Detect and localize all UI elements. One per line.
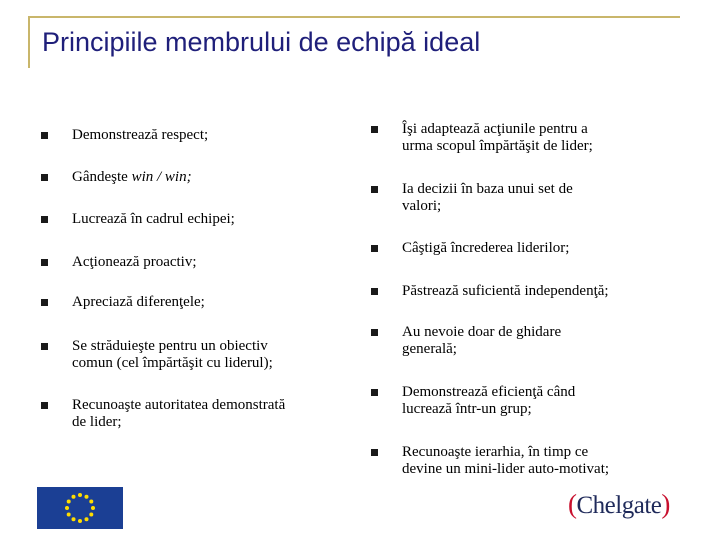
list-item-text: Ia decizii în baza unui set de valori; <box>402 181 573 214</box>
list-item <box>371 324 561 358</box>
list-item-text: Câştigă încrederea liderilor; <box>402 240 570 256</box>
list-item <box>371 121 593 155</box>
list-item <box>41 127 208 144</box>
list-item <box>371 283 609 300</box>
list-item-text: Se străduieşte pentru un obiectiv comun (cel împărtăşit cu liderul); <box>72 338 273 371</box>
list-item <box>41 294 205 311</box>
list-item-text: Acţionează proactiv; <box>72 254 197 270</box>
eu-flag-icon <box>37 487 123 529</box>
list-item <box>41 254 197 271</box>
list-item-text: Recunoaşte ierarhia, în timp ce devine un mini-lider auto-motivat; <box>402 444 610 477</box>
bullet-icon <box>371 288 378 295</box>
bullet-icon <box>41 343 48 350</box>
list-item-text: Apreciază diferenţele; <box>72 294 205 310</box>
bullet-icon <box>371 449 378 456</box>
bullet-icon <box>371 245 378 252</box>
list-item <box>371 181 573 215</box>
bullet-icon <box>41 216 48 223</box>
bullet-icon <box>371 389 378 396</box>
list-item-text: Lucrează în cadrul echipei; <box>72 211 235 227</box>
list-item-text: Păstrează suficientă independenţă; <box>402 283 609 299</box>
list-item-text: Au nevoie doar de ghidare generală; <box>402 324 562 357</box>
list-item-emphasis: win / win; <box>131 169 192 185</box>
bullet-icon <box>41 299 48 306</box>
bullet-icon <box>41 259 48 266</box>
bullet-icon <box>41 132 48 139</box>
bullet-icon <box>371 186 378 193</box>
page-title: Principiile membrului de echipă ideal <box>42 27 481 57</box>
bullet-icon <box>371 329 378 336</box>
list-item <box>371 240 569 257</box>
list-item <box>41 397 285 431</box>
list-item-text: Recunoaşte autoritatea demonstrată de lider; <box>72 397 286 430</box>
list-item <box>41 169 192 186</box>
list-item <box>41 338 273 372</box>
list-item <box>41 211 235 228</box>
list-item-text: Îşi adaptează acţiunile pentru a urma scopul împărtăşit de lider; <box>402 121 593 154</box>
list-item-text: Gândeşte win / win; <box>72 169 192 185</box>
bullet-icon <box>41 174 48 181</box>
chelgate-logo: (Chelgate) <box>568 489 670 519</box>
list-item-text: Demonstrează respect; <box>72 127 209 143</box>
list-item <box>371 444 609 478</box>
list-item <box>371 384 575 418</box>
bullet-icon <box>371 126 378 133</box>
list-item-text: Demonstrează eficienţă când lucrează într-un grup; <box>402 384 576 417</box>
bullet-icon <box>41 402 48 409</box>
eu-stars-icon <box>37 487 123 529</box>
